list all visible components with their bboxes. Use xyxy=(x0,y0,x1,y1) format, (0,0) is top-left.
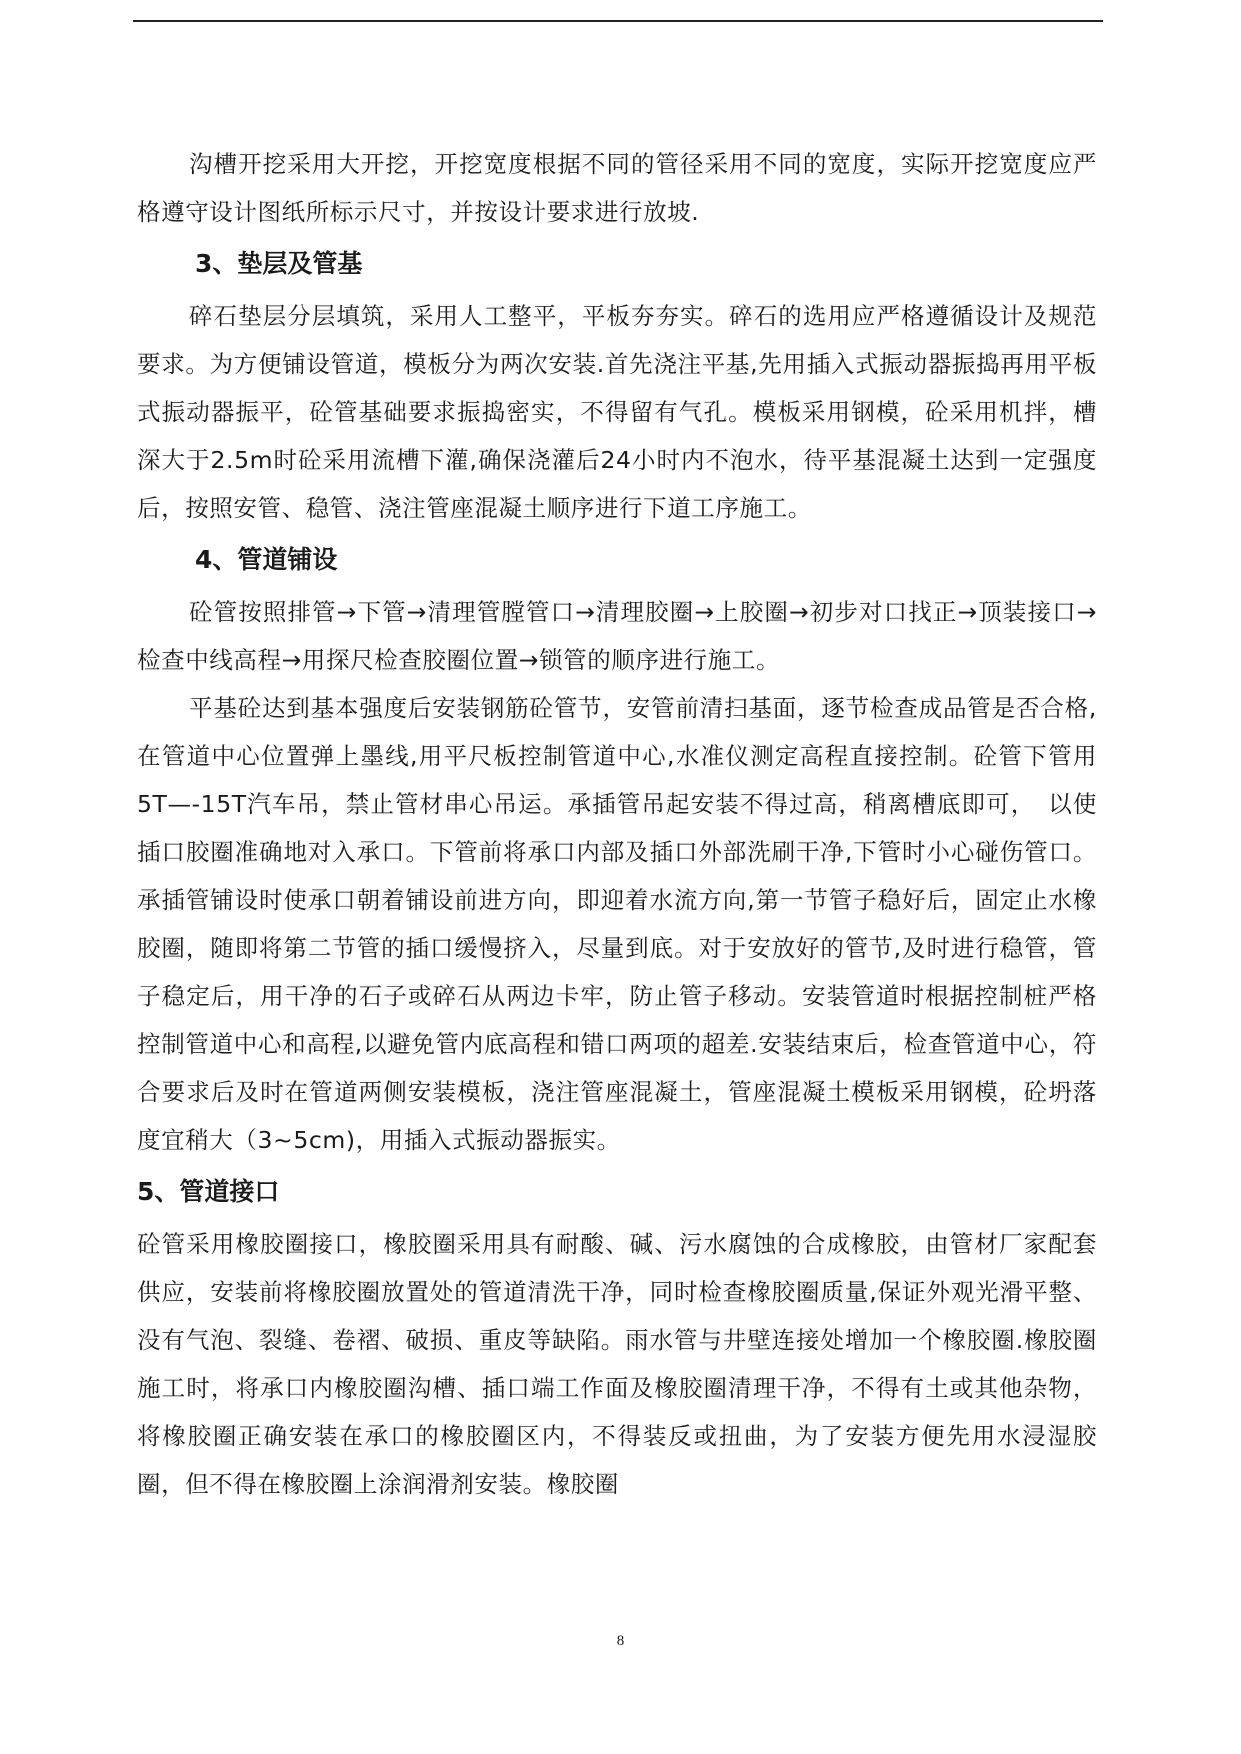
paragraph-cushion-and-pipe-base: 碎石垫层分层填筑，采用人工整平，平板夯夯实。碎石的选用应严格遵循设计及规范要求。为方便铺设管道，模板分为两次安装.首先浇注平基,先用插入式振动器振捣再用平板式振动器振平，砼管基础要求振捣密实，不得留有气孔。模板采用钢模，砼采用机拌，槽深大于2.5m时砼采用流槽下灌,确保浇灌后24小时内不泡水，待平基混凝土达到一定强度后，按照安管、稳管、浇注管座混凝土顺序进行下道工序施工。 xyxy=(137,302,1097,522)
header-rule xyxy=(133,20,1103,22)
paragraph-pipe-joint: 砼管采用橡胶圈接口，橡胶圈采用具有耐酸、碱、污水腐蚀的合成橡胶，由管材厂家配套供应，安装前将橡胶圈放置处的管道清洗干净，同时检查橡胶圈质量,保证外观光滑平整、没有气泡、裂缝、卷褶、破损、重皮等缺陷。雨水管与井壁连接处增加一个橡胶圈.橡胶圈施工时，将承口内橡胶圈沟槽、插口端工作面及橡胶圈清理干净，不得有土或其他杂物，将橡胶圈正确安装在承口的橡胶圈区内，不得装反或扭曲，为了安装方便先用水浸湿胶圈，但不得在橡胶圈上涂润滑剂安装。橡胶圈 xyxy=(137,1230,1097,1498)
paragraph-pipe-laying-sequence: 砼管按照排管→下管→清理管膛管口→清理胶圈→上胶圈→初步对口找正→顶装接口→检查中线高程→用探尺检查胶圈位置→锁管的顺序进行施工。 xyxy=(137,598,1097,674)
paragraph-pipe-laying-detail: 平基砼达到基本强度后安装钢筋砼管节，安管前清扫基面，逐节检查成品管是否合格,在管道中心位置弹上墨线,用平尺板控制管道中心,水准仪测定高程直接控制。砼管下管用5T—-15T汽车吊，禁止管材串心吊运。承插管吊起安装不得过高，稍离槽底即可， 以使插口胶圈准确地对入承口。下管前将承口内部及插口外部洗刷干净,下管时小心碰伤管口。承插管铺设时使承口朝着铺设前进方向，即迎着水流方向,第一节管子稳好后，固定止水橡胶圈，随即将第二节管的插口缓慢挤入，尽量到底。对于安放好的管节,及时进行稳管，管子稳定后，用干净的石子或碎石从两边卡牢，防止管子移动。安装管道时根据控制桩严格控制管道中心和高程,以避免管内底高程和错口两项的超差.安装结束后，检查管道中心，符合要求后及时在管道两侧安装模板，浇注管座混凝土，管座混凝土模板采用钢模，砼坍落度宜稍大（3~5cm)，用插入式振动器振实。 xyxy=(137,694,1097,1154)
page-number: 8 xyxy=(616,1633,625,1649)
paragraph-trench-excavation: 沟槽开挖采用大开挖，开挖宽度根据不同的管径采用不同的宽度，实际开挖宽度应严格遵守设计图纸所标示尺寸，并按设计要求进行放坡. xyxy=(137,150,1097,226)
heading-pipe-laying: 4、管道铺设 xyxy=(195,545,338,574)
heading-pipe-joint: 5、管道接口 xyxy=(137,1177,280,1206)
document-body xyxy=(137,140,1097,1508)
heading-cushion-and-pipe-base: 3、垫层及管基 xyxy=(195,249,363,278)
